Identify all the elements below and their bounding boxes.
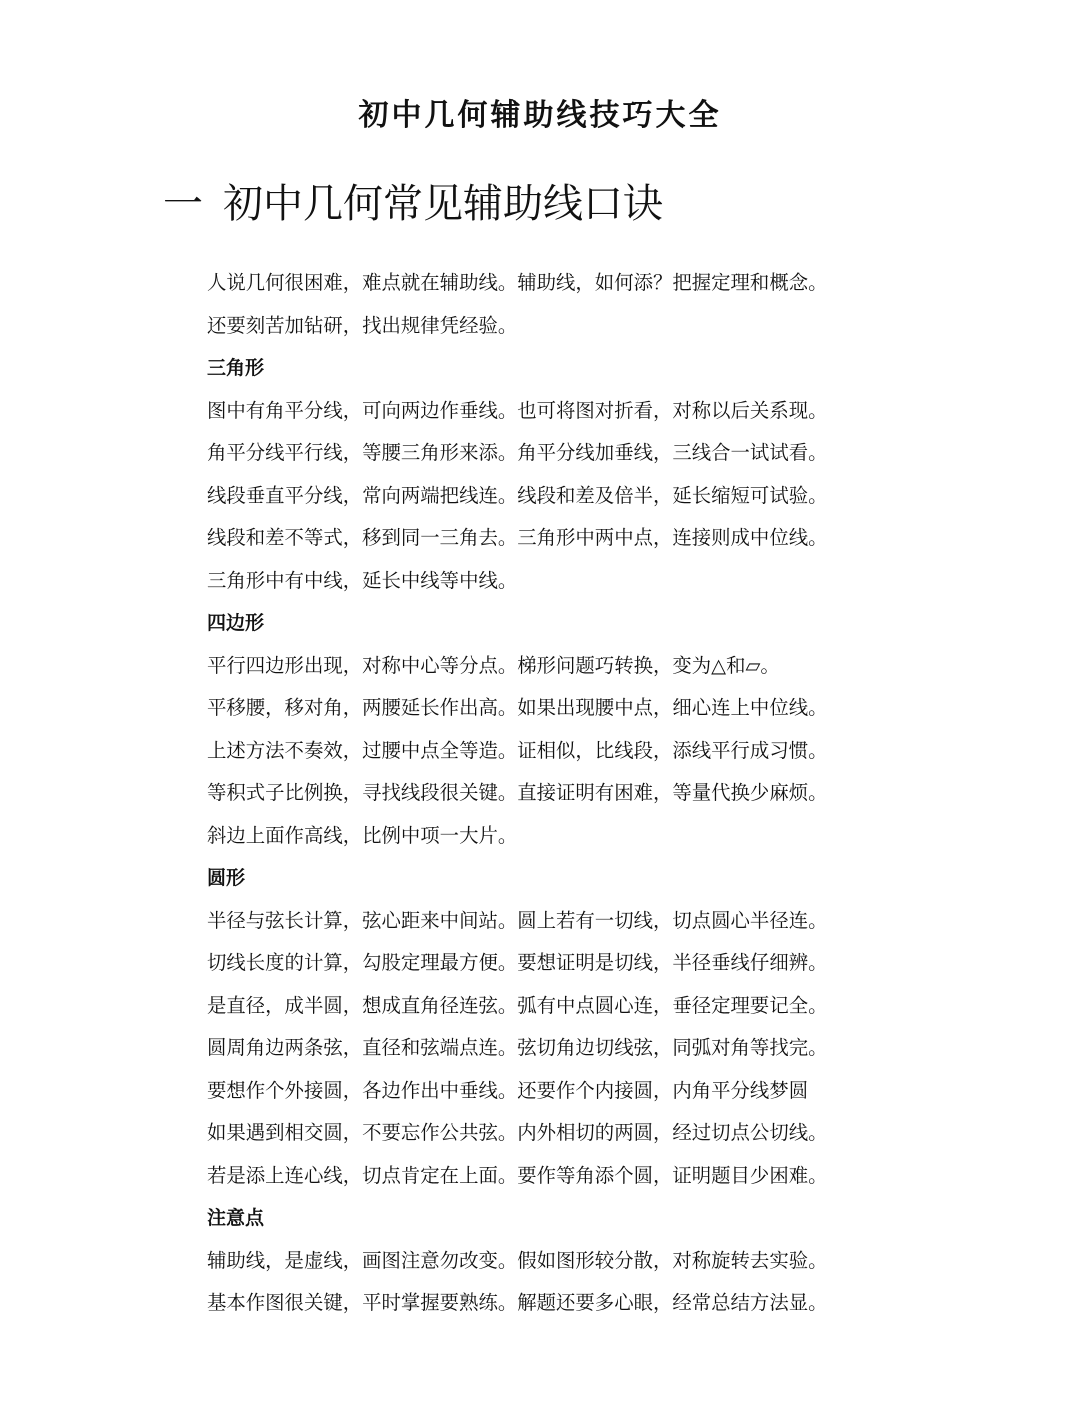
subsection-heading-triangle: 三角形	[207, 357, 265, 379]
verse-line: 半径与弦长计算，弦心距来中间站。圆上若有一切线，切点圆心半径连。	[207, 908, 828, 932]
section-number: 一	[163, 181, 203, 227]
document-body	[207, 262, 907, 1325]
verse-line: 线段垂直平分线，常向两端把线连。线段和差及倍半，延长缩短可试验。	[207, 483, 828, 507]
verse-line: 角平分线平行线，等腰三角形来添。角平分线加垂线，三线合一试试看。	[207, 441, 828, 464]
verse-line: 若是添上连心线，切点肯定在上面。要作等角添个圆，证明题目少困难。	[207, 1163, 828, 1187]
verse-line: 平行四边形出现，对称中心等分点。梯形问题巧转换，变为△和▱。	[207, 653, 780, 677]
verse-line: 是直径，成半圆，想成直角径连弦。弧有中点圆心连，垂径定理要记全。	[207, 993, 828, 1017]
verse-line: 图中有角平分线，可向两边作垂线。也可将图对折看，对称以后关系现。	[207, 398, 828, 422]
verse-line: 平移腰，移对角，两腰延长作出高。如果出现腰中点，细心连上中位线。	[207, 696, 828, 719]
verse-line: 辅助线，是虚线，画图注意勿改变。假如图形较分散，对称旋转去实验。	[207, 1248, 828, 1272]
verse-line: 上述方法不奏效，过腰中点全等造。证相似，比线段，添线平行成习惯。	[207, 738, 828, 762]
intro-line: 还要刻苦加钻研，找出规律凭经验。	[207, 313, 518, 337]
verse-line: 圆周角边两条弦，直径和弦端点连。弦切角边切线弦，同弧对角等找完。	[207, 1036, 828, 1059]
verse-line: 斜边上面作高线，比例中项一大片。	[207, 823, 518, 847]
verse-line: 线段和差不等式，移到同一三角去。三角形中两中点，连接则成中位线。	[207, 526, 828, 549]
verse-line: 切线长度的计算，勾股定理最方便。要想证明是切线，半径垂线仔细辨。	[207, 951, 828, 974]
subsection-heading-notes: 注意点	[207, 1207, 265, 1229]
document-title: 初中几何辅助线技巧大全	[358, 98, 722, 133]
verse-line: 基本作图很关键，平时掌握要熟练。解题还要多心眼，经常总结方法显。	[207, 1291, 828, 1314]
verse-line: 等积式子比例换，寻找线段很关键。直接证明有困难，等量代换少麻烦。	[207, 781, 828, 804]
verse-line: 三角形中有中线，延长中线等中线。	[207, 568, 518, 592]
section-title: 初中几何常见辅助线口诀	[223, 181, 663, 227]
verse-line: 如果遇到相交圆，不要忘作公共弦。内外相切的两圆，经过切点公切线。	[207, 1121, 828, 1144]
subsection-heading-circle: 圆形	[207, 867, 246, 889]
section-heading	[163, 178, 663, 230]
verse-line: 要想作个外接圆，各边作出中垂线。还要作个内接圆，内角平分线梦圆	[207, 1078, 809, 1102]
intro-line: 人说几何很困难，难点就在辅助线。辅助线，如何添？把握定理和概念。	[207, 271, 828, 294]
subsection-heading-quadrilateral: 四边形	[207, 612, 265, 634]
